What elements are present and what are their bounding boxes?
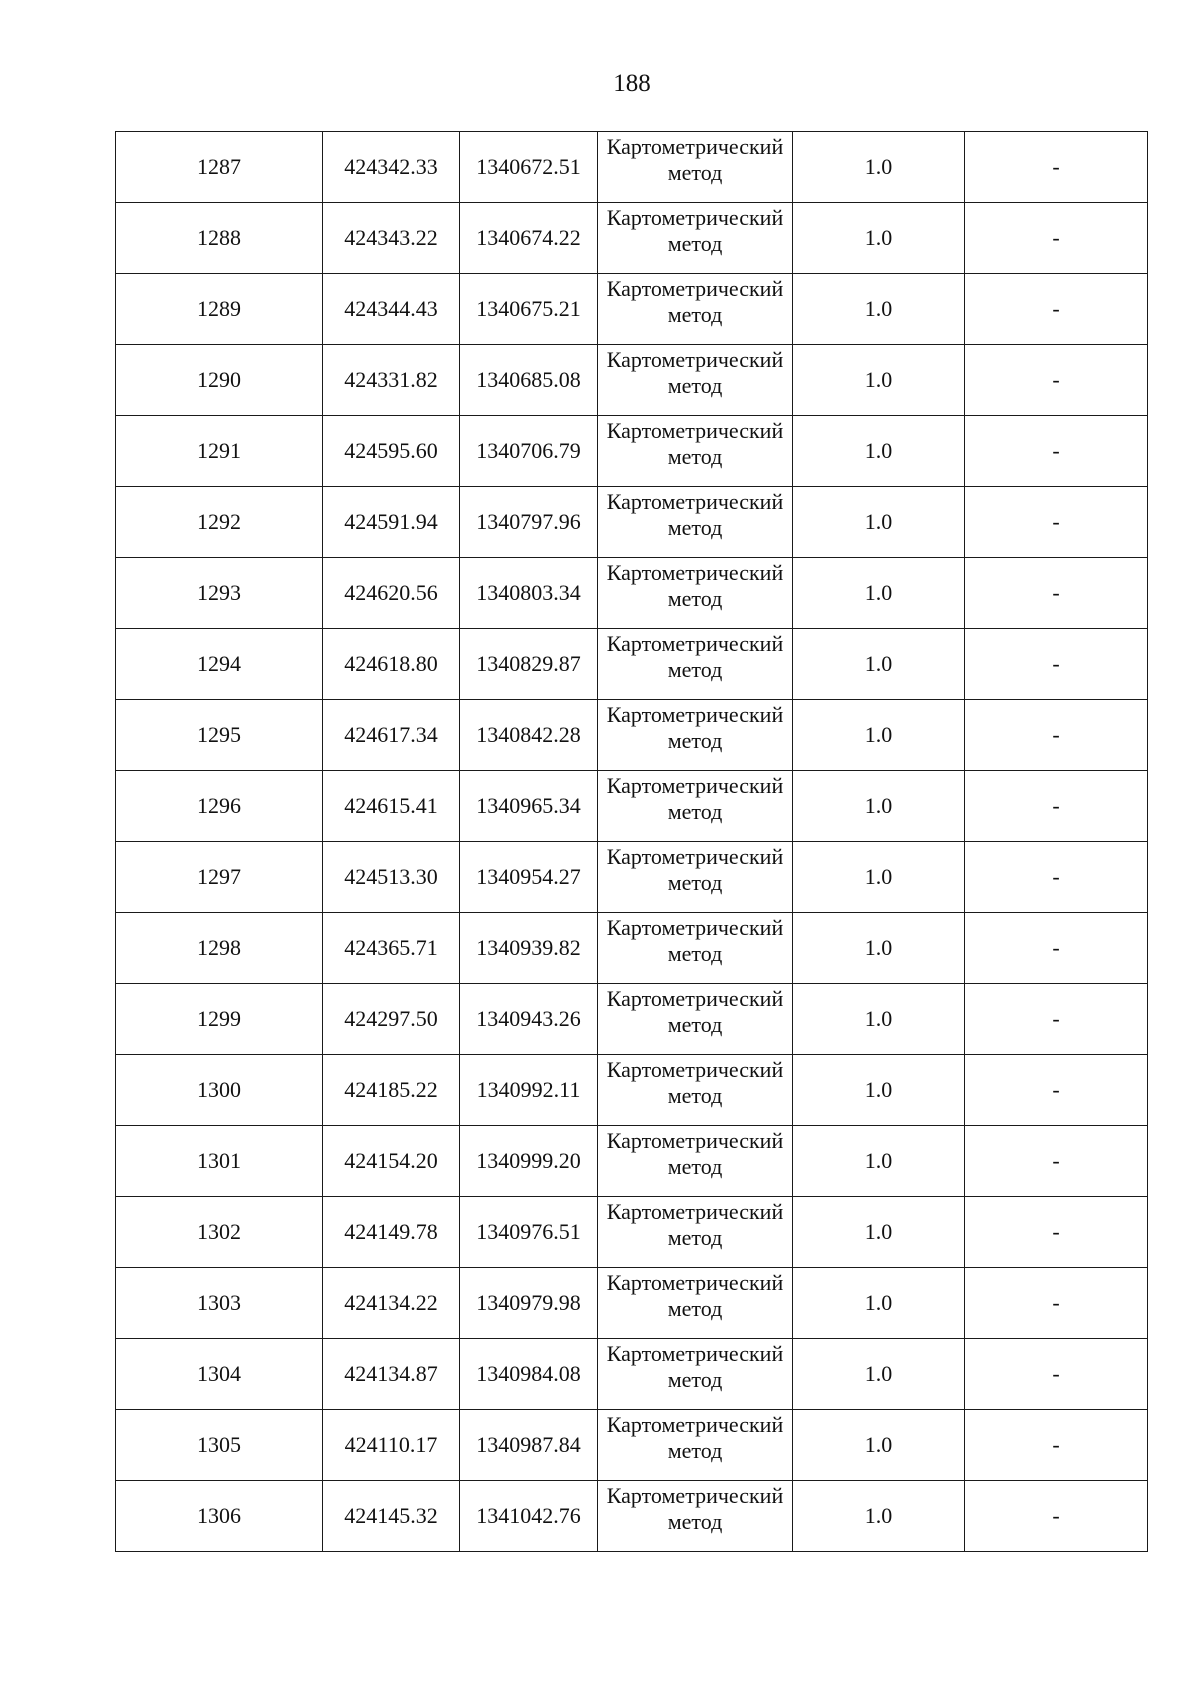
table-row: [116, 700, 1148, 771]
table-row: [116, 558, 1148, 629]
point-number-cell: 1294: [116, 629, 323, 700]
point-number-cell: 1297: [116, 842, 323, 913]
accuracy-cell: 1.0: [793, 1197, 965, 1268]
y-coordinate-cell: 1340842.28: [460, 700, 598, 771]
accuracy-cell: 1.0: [793, 132, 965, 203]
accuracy-cell: 1.0: [793, 1339, 965, 1410]
method-line-1: Картометрический: [606, 134, 784, 159]
description-cell: -: [965, 487, 1148, 558]
description-cell: -: [965, 1197, 1148, 1268]
x-coordinate-cell: 424343.22: [323, 203, 460, 274]
point-number-cell: 1304: [116, 1339, 323, 1410]
y-coordinate-cell: 1340685.08: [460, 345, 598, 416]
y-coordinate-cell: 1340674.22: [460, 203, 598, 274]
x-coordinate-cell: 424344.43: [323, 274, 460, 345]
method-cell: [598, 132, 793, 203]
y-coordinate-cell: 1340939.82: [460, 913, 598, 984]
method-line-2: метод: [667, 444, 723, 469]
point-number-cell: 1291: [116, 416, 323, 487]
x-coordinate-cell: 424595.60: [323, 416, 460, 487]
accuracy-cell: 1.0: [793, 274, 965, 345]
method-cell: [598, 1339, 793, 1410]
table-row: [116, 1410, 1148, 1481]
method-cell: [598, 700, 793, 771]
table-row: [116, 1339, 1148, 1410]
method-cell: [598, 913, 793, 984]
description-cell: -: [965, 345, 1148, 416]
description-cell: -: [965, 842, 1148, 913]
y-coordinate-cell: 1340797.96: [460, 487, 598, 558]
method-line-1: Картометрический: [606, 1057, 784, 1082]
accuracy-cell: 1.0: [793, 629, 965, 700]
method-cell: [598, 416, 793, 487]
method-line-2: метод: [667, 1367, 723, 1392]
accuracy-cell: 1.0: [793, 700, 965, 771]
method-line-1: Картометрический: [606, 1270, 784, 1295]
x-coordinate-cell: 424134.22: [323, 1268, 460, 1339]
x-coordinate-cell: 424615.41: [323, 771, 460, 842]
point-number-cell: 1305: [116, 1410, 323, 1481]
method-line-2: метод: [667, 657, 723, 682]
method-line-2: метод: [667, 1083, 723, 1108]
method-line-1: Картометрический: [606, 702, 784, 727]
description-cell: -: [965, 1481, 1148, 1552]
table-row: [116, 345, 1148, 416]
point-number-cell: 1301: [116, 1126, 323, 1197]
accuracy-cell: 1.0: [793, 1481, 965, 1552]
method-line-1: Картометрический: [606, 489, 784, 514]
accuracy-cell: 1.0: [793, 771, 965, 842]
accuracy-cell: 1.0: [793, 487, 965, 558]
x-coordinate-cell: 424297.50: [323, 984, 460, 1055]
table-row: [116, 416, 1148, 487]
method-line-2: метод: [667, 160, 723, 185]
method-line-1: Картометрический: [606, 560, 784, 585]
method-cell: [598, 1197, 793, 1268]
y-coordinate-cell: 1340999.20: [460, 1126, 598, 1197]
description-cell: -: [965, 984, 1148, 1055]
point-number-cell: 1293: [116, 558, 323, 629]
point-number-cell: 1299: [116, 984, 323, 1055]
y-coordinate-cell: 1340987.84: [460, 1410, 598, 1481]
description-cell: -: [965, 1410, 1148, 1481]
accuracy-cell: 1.0: [793, 1268, 965, 1339]
x-coordinate-cell: 424618.80: [323, 629, 460, 700]
method-cell: [598, 1126, 793, 1197]
accuracy-cell: 1.0: [793, 842, 965, 913]
method-cell: [598, 203, 793, 274]
y-coordinate-cell: 1340706.79: [460, 416, 598, 487]
method-line-2: метод: [667, 1509, 723, 1534]
method-line-1: Картометрический: [606, 1199, 784, 1224]
description-cell: -: [965, 1268, 1148, 1339]
y-coordinate-cell: 1340829.87: [460, 629, 598, 700]
method-cell: [598, 842, 793, 913]
x-coordinate-cell: 424149.78: [323, 1197, 460, 1268]
method-line-2: метод: [667, 941, 723, 966]
description-cell: -: [965, 1126, 1148, 1197]
accuracy-cell: 1.0: [793, 416, 965, 487]
x-coordinate-cell: 424617.34: [323, 700, 460, 771]
accuracy-cell: 1.0: [793, 1055, 965, 1126]
table-row: [116, 1481, 1148, 1552]
method-line-2: метод: [667, 1012, 723, 1037]
method-line-2: метод: [667, 728, 723, 753]
table-row: [116, 629, 1148, 700]
method-cell: [598, 984, 793, 1055]
point-number-cell: 1302: [116, 1197, 323, 1268]
table-row: [116, 487, 1148, 558]
table-row: [116, 203, 1148, 274]
page-number: 188: [613, 70, 651, 97]
y-coordinate-cell: 1340954.27: [460, 842, 598, 913]
description-cell: -: [965, 203, 1148, 274]
point-number-cell: 1298: [116, 913, 323, 984]
method-line-2: метод: [667, 1225, 723, 1250]
table-row: [116, 913, 1148, 984]
table-row: [116, 1055, 1148, 1126]
method-line-2: метод: [667, 231, 723, 256]
point-number-cell: 1288: [116, 203, 323, 274]
y-coordinate-cell: 1340979.98: [460, 1268, 598, 1339]
method-cell: [598, 629, 793, 700]
method-line-1: Картометрический: [606, 1341, 784, 1366]
y-coordinate-cell: 1340984.08: [460, 1339, 598, 1410]
point-number-cell: 1295: [116, 700, 323, 771]
accuracy-cell: 1.0: [793, 984, 965, 1055]
method-line-1: Картометрический: [606, 1483, 784, 1508]
method-line-2: метод: [667, 1296, 723, 1321]
method-line-2: метод: [667, 1154, 723, 1179]
table-row: [116, 274, 1148, 345]
y-coordinate-cell: 1340803.34: [460, 558, 598, 629]
table-row: [116, 1268, 1148, 1339]
method-line-1: Картометрический: [606, 915, 784, 940]
description-cell: -: [965, 274, 1148, 345]
x-coordinate-cell: 424365.71: [323, 913, 460, 984]
point-number-cell: 1292: [116, 487, 323, 558]
method-line-2: метод: [667, 302, 723, 327]
method-line-2: метод: [667, 799, 723, 824]
y-coordinate-cell: 1341042.76: [460, 1481, 598, 1552]
point-number-cell: 1300: [116, 1055, 323, 1126]
method-line-2: метод: [667, 1438, 723, 1463]
table-row: [116, 132, 1148, 203]
x-coordinate-cell: 424134.87: [323, 1339, 460, 1410]
x-coordinate-cell: 424185.22: [323, 1055, 460, 1126]
table-row: [116, 1197, 1148, 1268]
y-coordinate-cell: 1340992.11: [460, 1055, 598, 1126]
x-coordinate-cell: 424145.32: [323, 1481, 460, 1552]
point-number-cell: 1303: [116, 1268, 323, 1339]
table-row: [116, 984, 1148, 1055]
description-cell: -: [965, 558, 1148, 629]
table-row: [116, 771, 1148, 842]
method-line-2: метод: [667, 586, 723, 611]
description-cell: -: [965, 771, 1148, 842]
method-line-1: Картометрический: [606, 631, 784, 656]
y-coordinate-cell: 1340675.21: [460, 274, 598, 345]
accuracy-cell: 1.0: [793, 1126, 965, 1197]
x-coordinate-cell: 424154.20: [323, 1126, 460, 1197]
point-number-cell: 1290: [116, 345, 323, 416]
method-line-1: Картометрический: [606, 205, 784, 230]
method-line-2: метод: [667, 870, 723, 895]
method-cell: [598, 771, 793, 842]
accuracy-cell: 1.0: [793, 345, 965, 416]
method-line-1: Картометрический: [606, 347, 784, 372]
point-number-cell: 1287: [116, 132, 323, 203]
method-cell: [598, 274, 793, 345]
accuracy-cell: 1.0: [793, 203, 965, 274]
method-cell: [598, 1268, 793, 1339]
point-number-cell: 1306: [116, 1481, 323, 1552]
method-line-2: метод: [667, 373, 723, 398]
table-row: [116, 1126, 1148, 1197]
x-coordinate-cell: 424513.30: [323, 842, 460, 913]
method-cell: [598, 558, 793, 629]
description-cell: -: [965, 913, 1148, 984]
method-cell: [598, 345, 793, 416]
description-cell: -: [965, 1339, 1148, 1410]
description-cell: -: [965, 700, 1148, 771]
method-line-1: Картометрический: [606, 1128, 784, 1153]
method-line-1: Картометрический: [606, 276, 784, 301]
method-line-1: Картометрический: [606, 1412, 784, 1437]
x-coordinate-cell: 424620.56: [323, 558, 460, 629]
description-cell: -: [965, 1055, 1148, 1126]
method-line-1: Картометрический: [606, 844, 784, 869]
method-line-1: Картометрический: [606, 773, 784, 798]
accuracy-cell: 1.0: [793, 1410, 965, 1481]
description-cell: -: [965, 132, 1148, 203]
accuracy-cell: 1.0: [793, 558, 965, 629]
method-cell: [598, 1055, 793, 1126]
table-body: [116, 132, 1148, 1552]
method-cell: [598, 1410, 793, 1481]
y-coordinate-cell: 1340672.51: [460, 132, 598, 203]
x-coordinate-cell: 424331.82: [323, 345, 460, 416]
coordinates-table: [115, 131, 1148, 1552]
y-coordinate-cell: 1340943.26: [460, 984, 598, 1055]
x-coordinate-cell: 424591.94: [323, 487, 460, 558]
x-coordinate-cell: 424342.33: [323, 132, 460, 203]
method-line-2: метод: [667, 515, 723, 540]
table-row: [116, 842, 1148, 913]
y-coordinate-cell: 1340965.34: [460, 771, 598, 842]
accuracy-cell: 1.0: [793, 913, 965, 984]
x-coordinate-cell: 424110.17: [323, 1410, 460, 1481]
description-cell: -: [965, 629, 1148, 700]
y-coordinate-cell: 1340976.51: [460, 1197, 598, 1268]
point-number-cell: 1289: [116, 274, 323, 345]
method-line-1: Картометрический: [606, 418, 784, 443]
method-cell: [598, 1481, 793, 1552]
description-cell: -: [965, 416, 1148, 487]
method-line-1: Картометрический: [606, 986, 784, 1011]
point-number-cell: 1296: [116, 771, 323, 842]
method-cell: [598, 487, 793, 558]
